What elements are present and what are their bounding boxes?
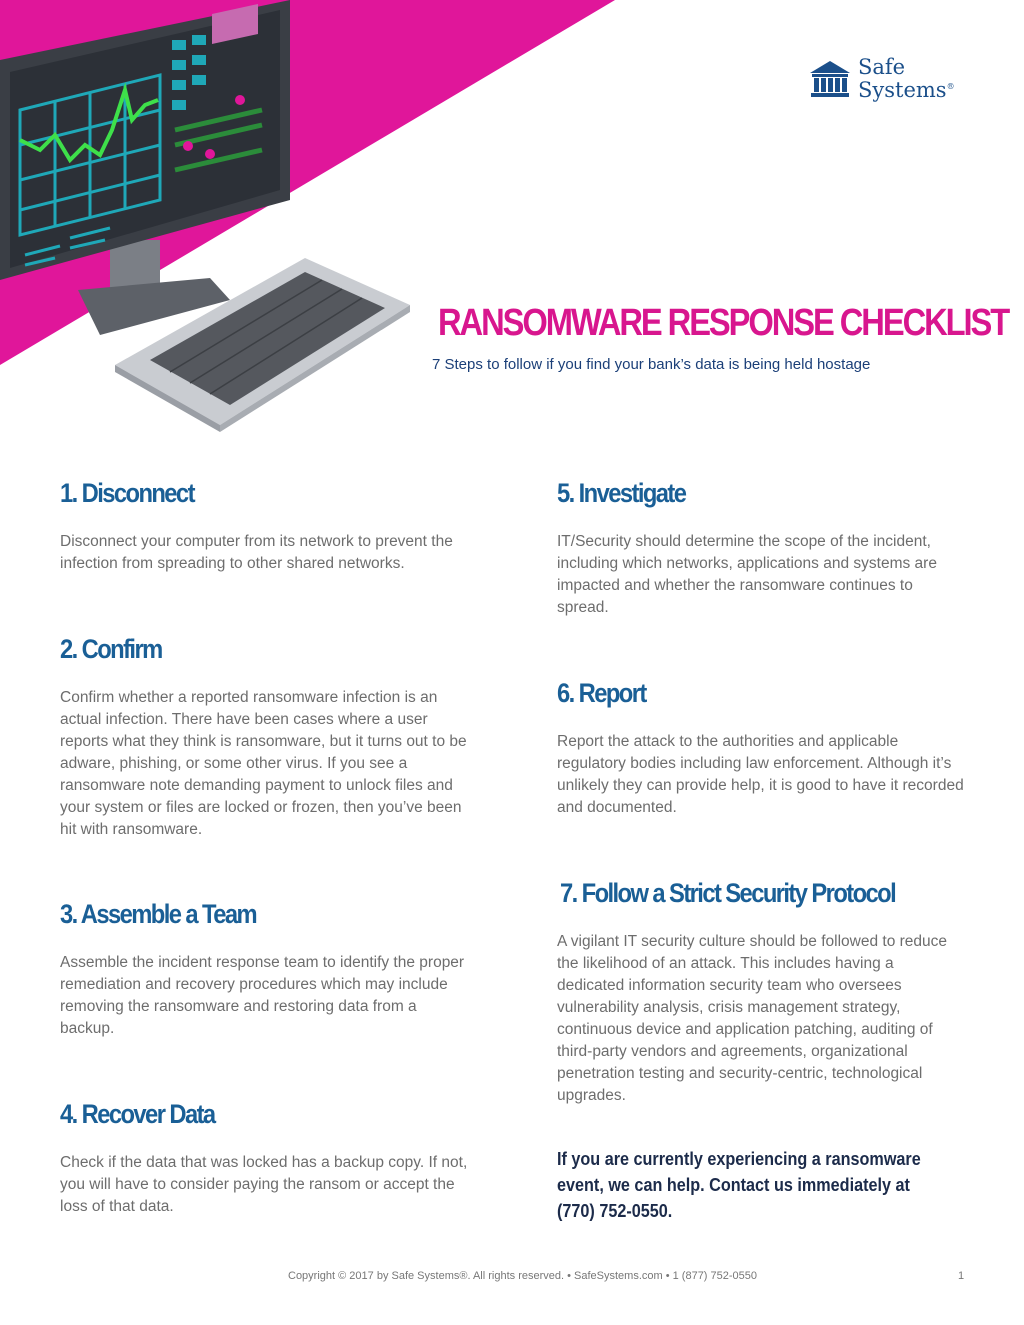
computer-illustration <box>0 0 620 440</box>
step-title: 7. Follow a Strict Security Protocol <box>560 878 896 908</box>
contact-callout: If you are currently experiencing a ransomware event, we can help. Contact us immediately at (770) 752-0550. <box>557 1149 921 1221</box>
step-assemble-team <box>60 899 470 1040</box>
page-number: 1 <box>958 1270 965 1282</box>
safe-systems-logo <box>808 55 955 102</box>
logo-line2: Systems <box>858 78 947 102</box>
step-disconnect <box>60 478 470 575</box>
step-title: 1. Disconnect <box>60 478 194 508</box>
step-body: Check if the data that was locked has a backup copy. If not, you will have to consider paying the ransom or accept the loss of that data. <box>60 1154 468 1215</box>
step-investigate <box>557 478 967 619</box>
registered-mark: ® <box>946 82 955 91</box>
step-confirm <box>60 634 470 841</box>
step-body: A vigilant IT security culture should be followed to reduce the likelihood of an attack. This includes having a dedicated information security team who oversees vulnerability analysis, crisis management strategy, continuous device and application patching, auditing of third-party vendors and agreements, organizational penetration testing and security-centric, technological upgrades. <box>557 933 948 1104</box>
page-subtitle: 7 Steps to follow if you find your bank’s data is being held hostage <box>432 356 871 373</box>
step-security-protocol <box>557 878 955 1107</box>
step-body: Assemble the incident response team to identify the proper remediation and recovery procedures which may include removing the ransomware and restoring data from a backup. <box>60 954 465 1037</box>
step-body: IT/Security should determine the scope of the incident, including which networks, applications and systems are impacted and whether the ransomware continues to spread. <box>557 533 937 616</box>
step-recover-data <box>60 1099 470 1218</box>
bank-building-icon <box>808 59 852 99</box>
step-title: 3. Assemble a Team <box>60 899 257 929</box>
step-title: 6. Report <box>557 678 646 708</box>
logo-line1: Safe <box>858 55 906 79</box>
step-body: Report the attack to the authorities and applicable regulatory bodies including law enforcement. Although it’s unlikely they can provide help, it is good to have it recorded and documented. <box>557 733 964 816</box>
step-report <box>557 678 967 819</box>
step-title: 2. Confirm <box>60 634 162 664</box>
step-title: 5. Investigate <box>557 478 686 508</box>
step-title: 4. Recover Data <box>60 1099 215 1129</box>
step-body: Disconnect your computer from its network to prevent the infection from spreading to other shared networks. <box>60 533 453 572</box>
footer-copyright: Copyright © 2017 by Safe Systems®. All rights reserved. • SafeSystems.com • 1 (877) 752-0550 <box>288 1270 758 1282</box>
step-body: Confirm whether a reported ransomware infection is an actual infection. There have been cases where a user reports what they think is ransomware, but it turns out to be adware, phishing, or some other virus. If you see a ransomware note demanding payment to unlock files and your system or files are locked or frozen, then you’ve been hit with ransomware. <box>60 689 467 838</box>
page-title: RANSOMWARE RESPONSE CHECKLIST <box>438 302 1009 344</box>
